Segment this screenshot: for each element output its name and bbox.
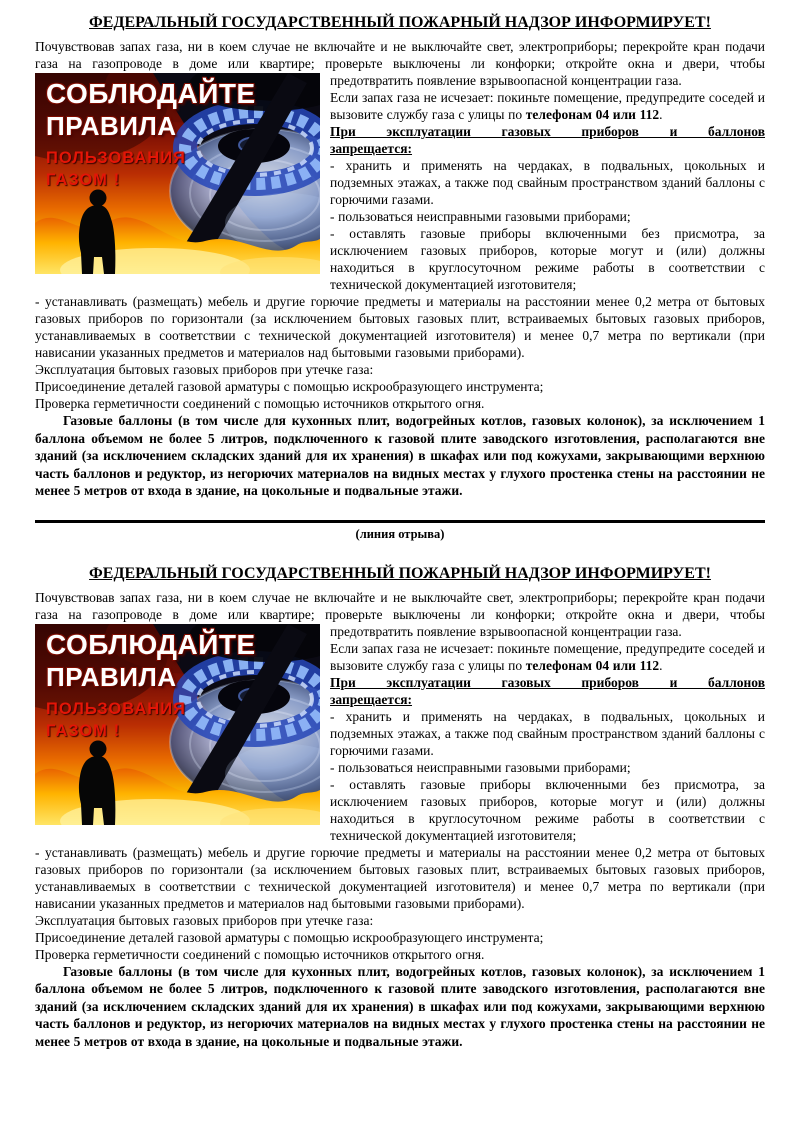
tear-off-divider: [35, 500, 765, 542]
poster-subline-line1: ПОЛЬЗОВАНИЯ: [46, 699, 186, 718]
leak-heading: Эксплуатация бытовых газовых приборов при утечке газа:: [35, 912, 374, 928]
leak-item: Проверка герметичности соединений с помощью источников открытого огня.: [35, 396, 485, 411]
prohibited-item: - хранить и применять на чердаках, в подвальных, цокольных и подземных этажах, а также под свайным пространством зданий баллоны с горючими газами.: [330, 708, 765, 758]
leak-item: Присоединение деталей газовой арматуры с помощью искрообразующего инструмента;: [35, 929, 544, 945]
prohibited-item: - пользоваться неисправными газовыми приборами;: [330, 209, 631, 224]
intro-paragraph-continued: предотвратить появление взрывоопасной концентрации газа.: [330, 623, 682, 639]
prohibited-item: - пользоваться неисправными газовыми приборами;: [330, 759, 631, 775]
prohibited-item: - оставлять газовые приборы включенными без присмотра, за исключением газовых приборов, которые могут и (или) должны находиться в круглосуточном режиме работы в соответствии с технической документацией изготовителя;: [330, 776, 765, 843]
gas-safety-poster: [35, 624, 320, 825]
leak-heading: Эксплуатация бытовых газовых приборов при утечке газа:: [35, 362, 374, 377]
notice-body: [35, 589, 765, 1051]
text-flow: [35, 623, 765, 1051]
intro-paragraph-continued: предотвратить появление взрывоопасной концентрации газа.: [330, 73, 682, 88]
emergency-phone-numbers: телефонам 04 или 112: [525, 107, 660, 122]
emergency-phone-numbers: телефонам 04 или 112: [525, 657, 660, 673]
intro-paragraph: Почувствовав запах газа, ни в коем случае не включайте и не выключайте свет, электроприборы; перекройте кран подачи газа на газопроводе в доме или квартире; проверьте выключены ли конфорки; откройте окна и двери, чтобы: [35, 39, 765, 71]
prohibited-heading-line2: запрещается:: [330, 691, 413, 707]
gas-smell-persists-text: Если запах газа не исчезает: покиньте помещение, предупредите соседей и вызовите службу газа с улицы по: [330, 640, 765, 673]
prohibited-item: - устанавливать (размещать) мебель и другие горючие предметы и материалы на расстоянии менее 0,2 метра от бытовых газовых приборов по горизонтали (за исключением бытовых газовых плит, встраиваемых бытовых газовых приборов, устанавливаемых в соответствии с технической документацией изготовителя) и менее 0,7 метра по вертикали (при нависании указанных предметов и материалов над бытовыми газовыми приборами).: [35, 844, 765, 911]
gas-safety-poster: [35, 73, 320, 274]
notice-copy-2: [35, 564, 765, 1051]
poster-subline-line2: ГАЗОМ !: [46, 721, 121, 740]
intro-paragraph: Почувствовав запах газа, ни в коем случае не включайте и не выключайте свет, электроприборы; перекройте кран подачи газа на газопроводе в доме или квартире; проверьте выключены ли конфорки; откройте окна и двери, чтобы: [35, 589, 765, 622]
prohibited-item: - хранить и применять на чердаках, в подвальных, цокольных и подземных этажах, а также под свайным пространством зданий баллоны с горючими газами.: [330, 158, 765, 207]
text-flow: [35, 72, 765, 500]
leak-item: Проверка герметичности соединений с помощью источников открытого огня.: [35, 946, 485, 962]
tear-line-label: (линия отрыва): [355, 526, 445, 541]
tear-line-rule: [35, 520, 765, 523]
prohibited-heading-line1: При эксплуатации газовых приборов и баллонов: [330, 124, 765, 139]
poster-headline-line1: СОБЛЮДАЙТЕ: [46, 78, 256, 109]
sentence-period: .: [659, 107, 663, 122]
sentence-period: .: [659, 657, 663, 673]
poster-headline-line1: СОБЛЮДАЙТЕ: [46, 628, 256, 660]
prohibited-heading-line2: запрещается:: [330, 141, 413, 156]
notice-title: ФЕДЕРАЛЬНЫЙ ГОСУДАРСТВЕННЫЙ ПОЖАРНЫЙ НАДЗОР ИНФОРМИРУЕТ!: [89, 564, 711, 582]
poster-subline-line1: ПОЛЬЗОВАНИЯ: [46, 149, 186, 167]
notice-title: ФЕДЕРАЛЬНЫЙ ГОСУДАРСТВЕННЫЙ ПОЖАРНЫЙ НАДЗОР ИНФОРМИРУЕТ!: [89, 14, 711, 31]
notice-body: [35, 38, 765, 500]
poster-headline-line2: ПРАВИЛА: [46, 661, 177, 692]
gas-cylinders-paragraph: Газовые баллоны (в том числе для кухонных плит, водогрейных котлов, газовых колонок), за исключением 1 баллона объемом не более 5 литров, подключенного к газовой плите заводского изготовления, располагаются вне зданий (за исключением складских зданий для их хранения) в шкафах или под кожухами, закрывающими верхнюю часть баллонов и редуктор, из негорючих материалов на видных местах у глухого простенка стены на расстоянии не менее 5 метров от входа в здание, на цокольные и подвальные этажи.: [35, 413, 765, 498]
gas-cylinders-paragraph: Газовые баллоны (в том числе для кухонных плит, водогрейных котлов, газовых колонок), за исключением 1 баллона объемом не более 5 литров, подключенного к газовой плите заводского изготовления, располагаются вне зданий (за исключением складских зданий для их хранения) в шкафах или под кожухами, закрывающими верхнюю часть баллонов и редуктор, из негорючих материалов на видных местах у глухого простенка стены на расстоянии не менее 5 метров от входа в здание, на цокольные и подвальные этажи.: [35, 963, 765, 1049]
gas-smell-persists-text: Если запах газа не исчезает: покиньте помещение, предупредите соседей и вызовите службу газа с улицы по: [330, 90, 765, 122]
poster-subline-line2: ГАЗОМ !: [46, 171, 121, 189]
poster-headline-line2: ПРАВИЛА: [46, 111, 177, 141]
prohibited-item: - устанавливать (размещать) мебель и другие горючие предметы и материалы на расстоянии менее 0,2 метра от бытовых газовых приборов по горизонтали (за исключением бытовых газовых плит, встраиваемых бытовых газовых приборов, устанавливаемых в соответствии с технической документацией изготовителя) и менее 0,7 метра по вертикали (при нависании указанных предметов и материалов над бытовыми газовыми приборами).: [35, 294, 765, 360]
prohibited-item: - оставлять газовые приборы включенными без присмотра, за исключением газовых приборов, которые могут и (или) должны находиться в круглосуточном режиме работы в соответствии с технической документацией изготовителя;: [330, 226, 765, 292]
notice-copy-1: [35, 13, 765, 500]
leak-item: Присоединение деталей газовой арматуры с помощью искрообразующего инструмента;: [35, 379, 544, 394]
prohibited-heading-line1: При эксплуатации газовых приборов и баллонов: [330, 674, 765, 690]
